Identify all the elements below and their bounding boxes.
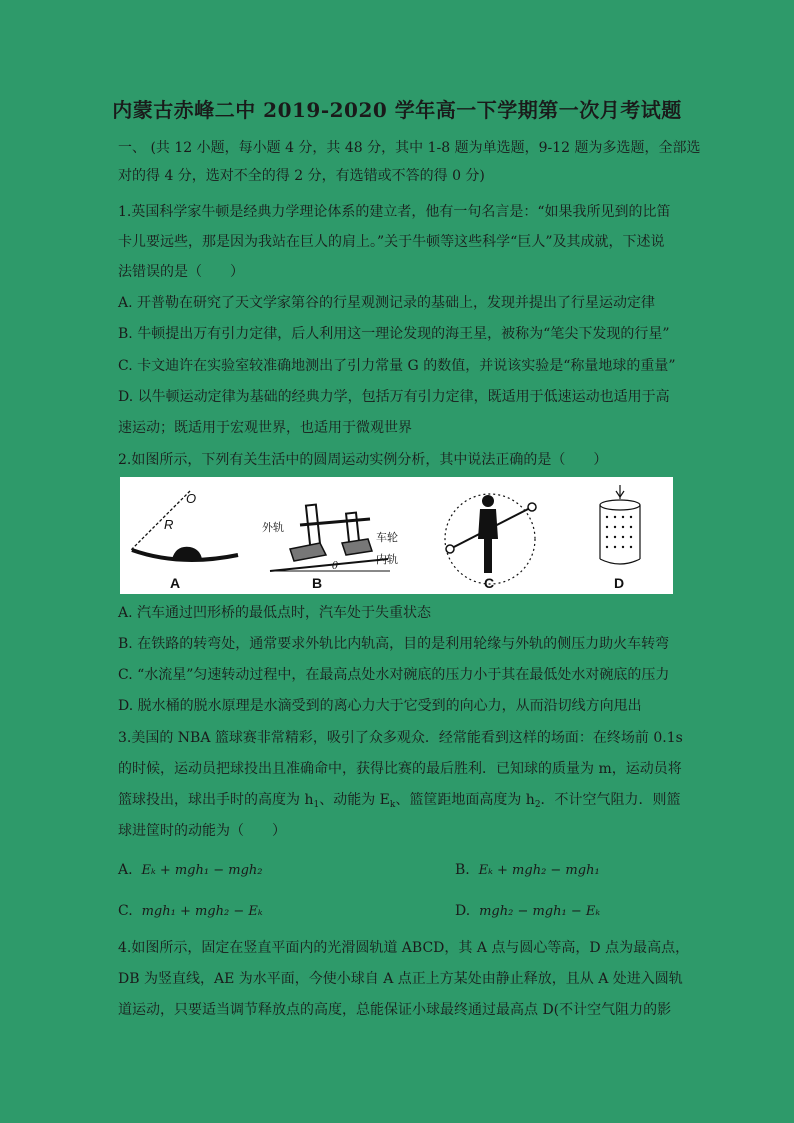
- panel-c-water-meteor: [445, 494, 536, 591]
- q2-option-a: A. 汽车通过凹形桥的最低点时，汽车处于失重状态: [118, 605, 432, 621]
- q1-option-d-line-1: D. 以牛顿运动定律为基础的经典力学，包括万有引力定律，既适用于低速运动也适用于高: [118, 389, 670, 405]
- q2-figure: [120, 477, 673, 594]
- panel-a-caption: A: [170, 575, 181, 591]
- section-instructions-line-1: 一、 (共 12 小题，每小题 4 分，共 48 分，其中 1-8 题为单选题，9-12 题为多选题，全部选: [118, 140, 701, 156]
- panel-d-caption: D: [614, 575, 625, 591]
- q1-option-a: A. 开普勒在研究了天文学家第谷的行星观测记录的基础上，发现并提出了行星运动定律: [118, 295, 656, 311]
- panel-a-label-o: O: [186, 491, 197, 506]
- q1-option-b: B. 牛顿提出万有引力定律，后人利用这一理论发现的海王星，被称为“笔尖下发现的行星”: [118, 326, 670, 342]
- section-instructions-line-2: 对的得 4 分，选对不全的得 2 分，有选错或不答的得 0 分): [118, 168, 485, 184]
- panel-b-label-wheel: 车轮: [376, 531, 398, 544]
- panel-b-railway-curve: [262, 505, 398, 591]
- q1-stem-line-3: 法错误的是（ ）: [118, 264, 244, 280]
- q3-stem-line-4: 球进筐时的动能为（ ）: [118, 823, 286, 839]
- panel-b-label-theta: θ: [332, 561, 339, 572]
- q4-stem-line-1: 4.如图所示，固定在竖直平面内的光滑圆轨道 ABCD，其 A 点与圆心等高，D 点为最高点，: [118, 940, 690, 956]
- q1-stem-line-2: 卡儿要远些，那是因为我站在巨人的肩上。”关于牛顿等这些科学“巨人”及其成就，下述说: [118, 234, 665, 250]
- q2-option-d: D. 脱水桶的脱水原理是水滴受到的离心力大于它受到的向心力，从而沿切线方向甩出: [118, 698, 642, 714]
- q4-stem-line-2: DB 为竖直线，AE 为水平面，今使小球自 A 点正上方某处由静止释放，且从 A 处进入圆轨: [118, 971, 683, 987]
- panel-a-concave-bridge: [130, 491, 238, 591]
- q1-option-d-line-2: 速运动；既适用于宏观世界，也适用于微观世界: [118, 420, 412, 436]
- panel-b-label-outer-rail: 外轨: [262, 521, 284, 534]
- q3-option-c: C. mgh₁ + mgh₂ − Eₖ: [118, 903, 263, 919]
- panel-a-label-r: R: [164, 517, 174, 532]
- q3-option-d: D. mgh₂ − mgh₁ − Eₖ: [455, 903, 601, 919]
- page-title: 内蒙古赤峰二中 2019-2020 学年高一下学期第一次月考试题: [112, 98, 682, 122]
- q3-option-b: B. Eₖ + mgh₂ − mgh₁: [455, 862, 600, 878]
- q3-stem-line-3: 篮球投出，球出手时的高度为 $h_1$、动能为 $E_k$、篮筐距地面高度为 $h_2$．不计空气阻力．则篮: [118, 792, 681, 810]
- panel-d-spin-dryer: [600, 485, 640, 591]
- q2-figure-svg: [120, 477, 673, 594]
- q2-option-b: B. 在铁路的转弯处，通常要求外轨比内轨高，目的是利用轮缘与外轨的侧压力助火车转弯: [118, 636, 670, 652]
- q2-option-c: C. “水流星”匀速转动过程中，在最高点处水对碗底的压力小于其在最低处水对碗底的压力: [118, 667, 670, 683]
- panel-b-caption: B: [312, 575, 323, 591]
- q1-option-c: C. 卡文迪许在实验室较准确地测出了引力常量 G 的数值，并说该实验是“称量地球的重量”: [118, 358, 676, 374]
- q3-stem-line-1: 3.美国的 NBA 篮球赛非常精彩，吸引了众多观众．经常能看到这样的场面：在终场前 0.1s: [118, 730, 683, 746]
- panel-b-label-inner-rail: 内轨: [376, 553, 398, 566]
- q3-stem-line-2: 的时候，运动员把球投出且准确命中，获得比赛的最后胜利．已知球的质量为 m，运动员将: [118, 761, 682, 777]
- q2-stem: 2.如图所示，下列有关生活中的圆周运动实例分析，其中说法正确的是（ ）: [118, 452, 608, 468]
- panel-c-caption: C: [484, 575, 495, 591]
- q4-stem-line-3: 道运动，只要适当调节释放点的高度，总能保证小球最终通过最高点 D(不计空气阻力的影: [118, 1002, 672, 1018]
- q1-stem-line-1: 1.英国科学家牛顿是经典力学理论体系的建立者，他有一句名言是：“如果我所见到的比笛: [118, 204, 671, 220]
- q3-option-a: A. Eₖ + mgh₁ − mgh₂: [118, 862, 263, 878]
